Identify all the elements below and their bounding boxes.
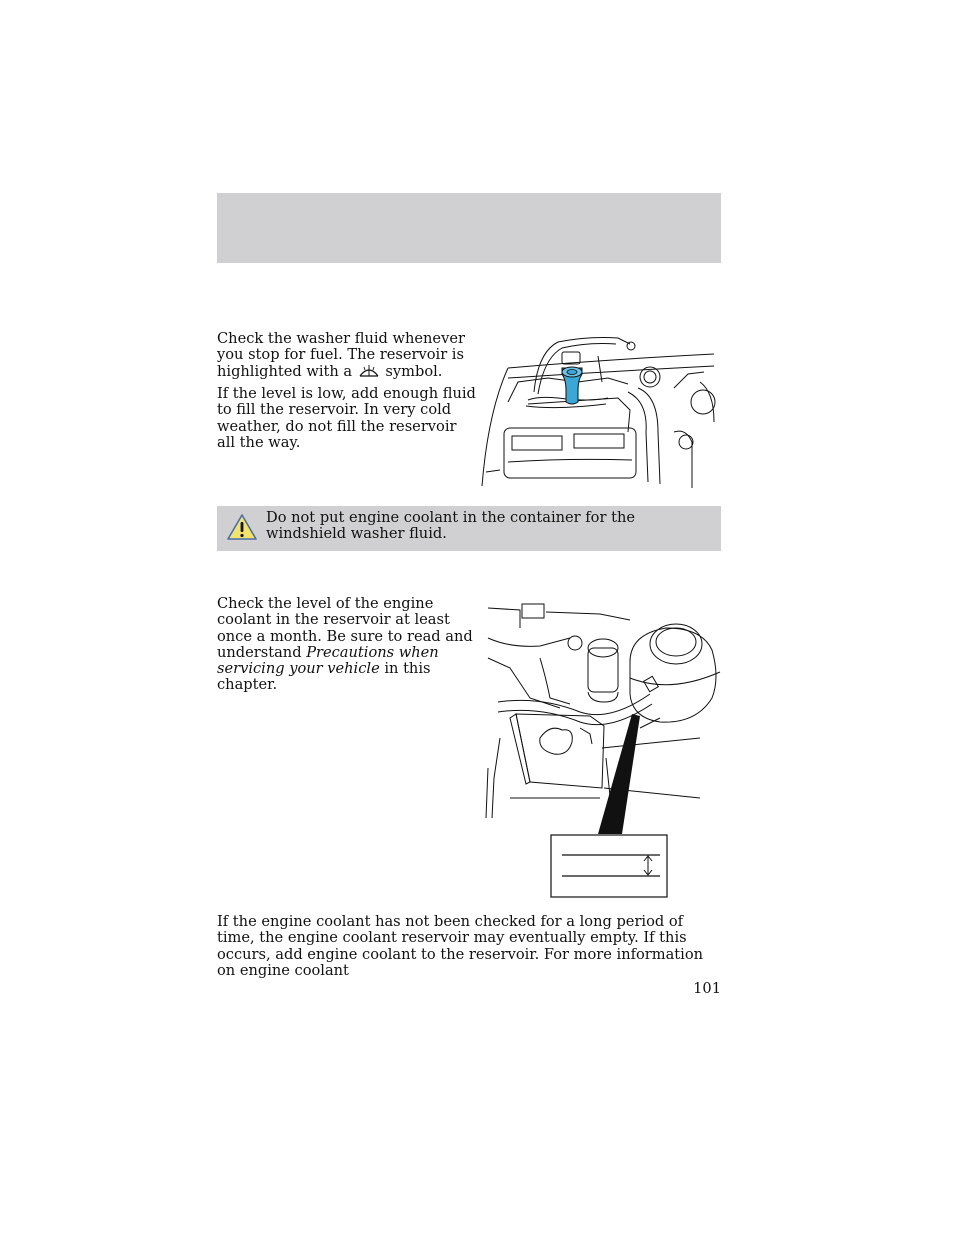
coolant-long-paragraph: If the engine coolant has not been checked for a long period of time, the engine coolant reservoir may eventually empty. If this occurs, add engine coolant to the reservoir. For more information on engine coolant xyxy=(217,913,704,979)
warning-box xyxy=(217,506,721,551)
section-header-band xyxy=(217,193,721,263)
coolant-paragraph-1 xyxy=(217,596,479,694)
washer-paragraph-2: If the level is low, add enough fluid to fill the reservoir. In very cold weather, do not fill the reservoir all the way. xyxy=(217,385,476,451)
precautions-reference: Precautions when servicing your vehicle xyxy=(217,643,439,678)
warning-text: Do not put engine coolant in the container for the windshield washer fluid. xyxy=(266,509,635,543)
coolant-reservoir-illustration xyxy=(480,598,722,900)
windshield-washer-icon xyxy=(357,364,381,378)
washer-text-after-symbol: symbol. xyxy=(385,362,443,380)
page-number: 101 xyxy=(693,980,721,997)
coolant-text-after-italic: in this chapter. xyxy=(217,660,431,694)
washer-paragraph-1 xyxy=(217,331,479,380)
washer-reservoir-illustration xyxy=(478,332,721,490)
coolant-text-before-italic: Check the level of the engine coolant in the reservoir at least once a month. Be sure to read and understand xyxy=(217,595,473,661)
warning-triangle-icon xyxy=(226,513,258,541)
washer-text-before-symbol: Check the washer fluid whenever you stop for fuel. The reservoir is highlighted with a xyxy=(217,330,465,380)
